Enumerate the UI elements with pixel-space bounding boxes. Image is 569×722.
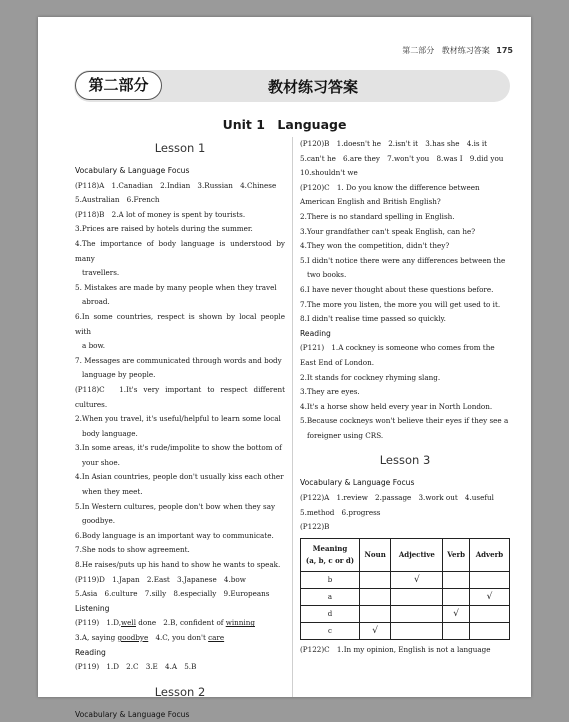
answer-line: 5.method 6.progress <box>300 507 381 517</box>
cell-verb <box>443 571 470 588</box>
cell-verb: √ <box>443 605 470 622</box>
answer-line: your shoe. <box>82 457 120 467</box>
answer-line: (P118)C 1.It's very important to respect different cultures. <box>75 384 285 409</box>
section-heading: Reading <box>75 647 106 657</box>
answer-line: (P122)A 1.review 2.passage 3.work out 4.useful <box>300 493 494 503</box>
answer-line: 4.The importance of body language is understood by many <box>75 238 285 263</box>
answer-line: 5.In Western cultures, people don't bow when they say <box>75 501 276 511</box>
running-head-title: 教材练习答案 <box>441 46 490 55</box>
answer-line: 6.In some countries, respect is shown by local people with <box>75 311 285 336</box>
answer-line: 8.I didn't realise time passed so quickly. <box>300 314 446 324</box>
cell-noun <box>360 571 391 588</box>
page-number: 175 <box>496 46 513 55</box>
answer-line: 5.I didn't notice there were any differences between the <box>300 255 506 265</box>
answer-line: 4.It's a horse show held every year in North London. <box>300 401 493 411</box>
answer-line: 5.Because cockneys won't believe their eyes if they see a <box>300 416 509 426</box>
answer-line: 2.It stands for cockney rhyming slang. <box>300 372 441 382</box>
answer-text: 3.A, saying <box>75 633 118 642</box>
answer-line: 3.Your grandfather can't speak English, can he? <box>300 226 476 236</box>
answer-line: 5.Australian 6.French <box>75 195 160 205</box>
answer-line: 3.Prices are raised by hotels during the summer. <box>75 224 253 234</box>
answer-line: 7.She nods to show agreement. <box>75 545 190 555</box>
answer-line: 5.Asia 6.culture 7.silly 8.especially 9.Europeans <box>75 589 270 599</box>
table-row <box>301 622 510 639</box>
answer-line: 10.shouldn't we <box>300 168 358 178</box>
unit-title: Unit 1 Language <box>222 117 347 132</box>
answer-line <box>75 631 285 646</box>
cell-adverb <box>469 622 509 639</box>
section-heading: Listening <box>75 603 110 613</box>
answer-line: 2.There is no standard spelling in English. <box>300 211 455 221</box>
answer-line: East End of London. <box>300 357 374 367</box>
header-adjective: Adjective <box>391 538 443 571</box>
column-divider <box>292 137 293 697</box>
table-row <box>301 588 510 605</box>
answer-line: 7.The more you listen, the more you will get used to it. <box>300 299 501 309</box>
cell-meaning: d <box>301 605 360 622</box>
answer-line: abroad. <box>82 297 110 307</box>
answer-text: done 2.B, confident of <box>136 618 226 628</box>
answer-line: (P122)C 1.In my opinion, English is not a language <box>300 644 491 654</box>
cell-adverb: √ <box>469 588 509 605</box>
answer-line: 6.I have never thought about these questions before. <box>300 284 494 294</box>
table-row <box>301 605 510 622</box>
answer-line: when they meet. <box>82 487 143 497</box>
header-adverb: Adverb <box>469 538 509 571</box>
right-column <box>300 137 510 657</box>
underlined-answer: care <box>208 633 225 642</box>
header-meaning-label: Meaning (a, b, c or d) <box>305 543 355 565</box>
underlined-answer: goodbye <box>117 633 149 642</box>
section-heading: Vocabulary & Language Focus <box>300 478 415 488</box>
header-verb: Verb <box>443 538 470 571</box>
running-head-section: 第二部分 <box>402 46 435 55</box>
answer-line: 2.When you travel, it's useful/helpful to learn some local <box>75 414 281 424</box>
header-noun: Noun <box>360 538 391 571</box>
answer-line: (P120)C 1. Do you know the difference between <box>300 182 480 192</box>
answer-line: 3.They are eyes. <box>300 387 360 397</box>
cell-verb <box>443 588 470 605</box>
textbook-page <box>38 17 531 719</box>
answer-text: (P119) 1.D, <box>75 618 121 628</box>
answer-line: body language. <box>82 428 138 438</box>
section-heading: Reading <box>300 328 331 338</box>
answer-line: (P118)B 2.A lot of money is spent by tourists. <box>75 209 246 219</box>
answer-line <box>75 616 285 631</box>
answer-line: (P119) 1.D 2.C 3.E 4.A 5.B <box>75 662 197 672</box>
table-header-row <box>301 538 510 571</box>
lesson-heading: Lesson 1 <box>154 141 206 155</box>
cell-noun <box>360 605 391 622</box>
cell-adverb <box>469 571 509 588</box>
answer-line: 7. Messages are communicated through words and body <box>75 355 282 365</box>
underlined-answer: winning <box>225 618 255 628</box>
answer-line: a bow. <box>82 341 106 351</box>
answer-line: 8.He raises/puts up his hand to show he wants to speak. <box>75 560 281 570</box>
answer-line: 3.In some areas, it's rude/impolite to show the bottom of <box>75 443 282 453</box>
cell-meaning: a <box>301 588 360 605</box>
answer-line: American English and British English? <box>300 197 441 207</box>
lesson-heading: Lesson 2 <box>154 684 206 699</box>
cell-adverb <box>469 605 509 622</box>
cell-meaning: b <box>301 571 360 588</box>
left-column <box>75 137 285 722</box>
answer-line: (P121) 1.A cockney is someone who comes from the <box>300 343 495 353</box>
word-class-table <box>300 538 510 640</box>
cell-meaning: c <box>301 622 360 639</box>
answer-line: 5.can't he 6.are they 7.won't you 8.was I 9.did you <box>300 153 504 163</box>
running-head <box>402 45 513 56</box>
answer-line: travellers. <box>82 268 120 278</box>
header-meaning <box>301 538 360 571</box>
banner-title: 教材练习答案 <box>267 78 358 96</box>
answer-line: (P122)B <box>300 522 330 532</box>
cell-adjective: √ <box>391 571 443 588</box>
answer-line: foreigner using CRS. <box>307 430 384 440</box>
answer-line: 4.In Asian countries, people don't usually kiss each other <box>75 472 284 482</box>
cell-adjective <box>391 622 443 639</box>
answer-text: 4.C, you don't <box>148 633 209 642</box>
answer-line: two books. <box>307 270 347 280</box>
cell-noun <box>360 588 391 605</box>
cell-noun: √ <box>360 622 391 639</box>
cell-adjective <box>391 605 443 622</box>
answer-line: (P118)A 1.Canadian 2.Indian 3.Russian 4.Chinese <box>75 180 277 190</box>
answer-line: (P119)D 1.Japan 2.East 3.Japanese 4.bow <box>75 574 246 584</box>
cell-adjective <box>391 588 443 605</box>
lesson-heading: Lesson 3 <box>379 453 431 468</box>
cell-verb <box>443 622 470 639</box>
answer-line: 6.Body language is an important way to communicate. <box>75 530 274 540</box>
part-badge: 第二部分 <box>75 71 162 100</box>
answer-line: 4.They won the competition, didn't they? <box>300 241 450 251</box>
section-heading: Vocabulary & Language Focus <box>75 709 190 719</box>
answer-line: 5. Mistakes are made by many people when they travel <box>75 282 277 292</box>
answer-line: goodbye. <box>82 516 116 526</box>
answer-line: (P120)B 1.doesn't he 2.isn't it 3.has she 4.is it <box>300 139 488 148</box>
underlined-answer: well <box>121 618 137 628</box>
section-heading: Vocabulary & Language Focus <box>75 166 190 175</box>
table-row <box>301 571 510 588</box>
answer-line: language by people. <box>82 370 156 380</box>
